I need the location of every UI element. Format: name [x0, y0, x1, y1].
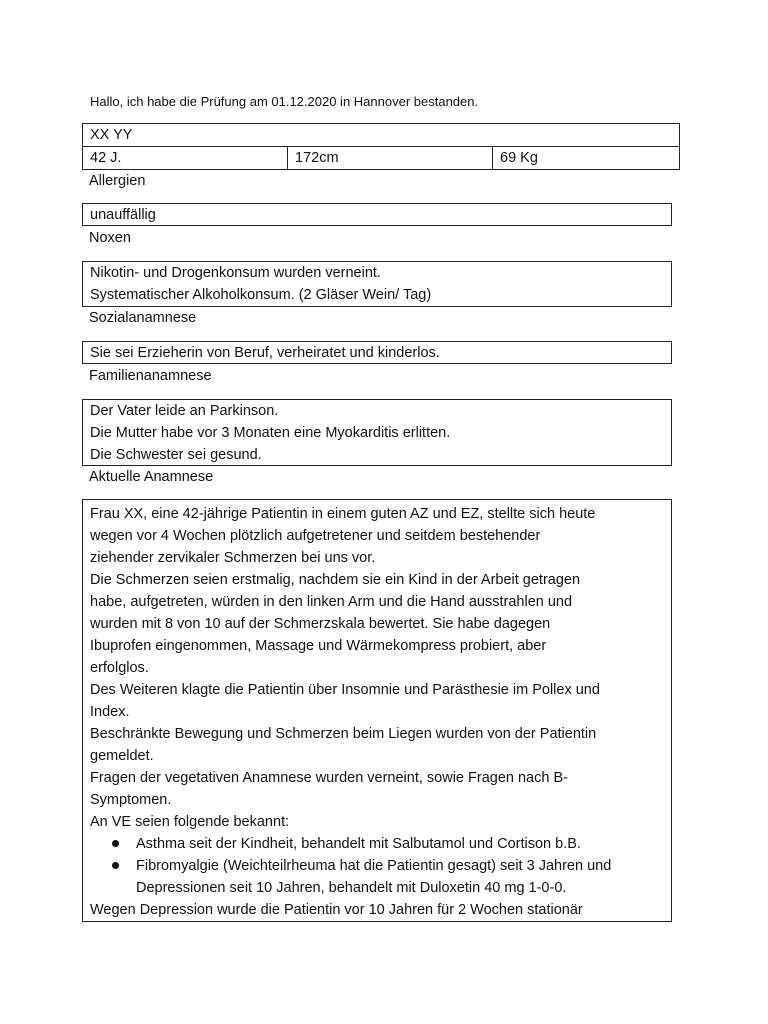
patient-data-row [83, 147, 680, 170]
patient-name: XX YY [83, 124, 680, 147]
anamnese-line: wurden mit 8 von 10 auf der Schmerzskala bewertet. Sie habe dagegen [90, 616, 551, 632]
anamnese-line: habe, aufgetreten, würden in den linken Arm und die Hand ausstrahlen und [90, 594, 573, 610]
aktuelle-anamnese-heading: Aktuelle Anamnese [89, 469, 214, 485]
familienanamnese-line: Der Vater leide an Parkinson. [90, 403, 279, 419]
vorerkrankungen-list [90, 833, 671, 899]
allergien-box [82, 203, 672, 226]
list-item [136, 855, 671, 899]
list-item [136, 833, 671, 855]
noxen-box [82, 261, 672, 307]
anamnese-line: Wegen Depression wurde die Patientin vor 10 Jahren für 2 Wochen stationär [90, 902, 583, 918]
intro-text: Hallo, ich habe die Prüfung am 01.12.2020 in Hannover bestanden. [90, 94, 479, 109]
bullet-dot-icon [112, 862, 119, 869]
patient-table [82, 123, 680, 170]
anamnese-line: ziehender zervikaler Schmerzen bei uns vor. [90, 550, 376, 566]
anamnese-line: Die Schmerzen seien erstmalig, nachdem sie ein Kind in der Arbeit getragen [90, 572, 581, 588]
anamnese-line: wegen vor 4 Wochen plötzlich aufgetretener und seitdem bestehender [90, 528, 541, 544]
noxen-heading: Noxen [89, 230, 131, 246]
anamnese-line: Symptomen. [90, 792, 172, 808]
anamnese-line: erfolglos. [90, 660, 149, 676]
anamnese-line: Des Weiteren klagte die Patientin über Insomnie und Parästhesie im Pollex und [90, 682, 600, 698]
familienanamnese-line: Die Schwester sei gesund. [90, 447, 262, 463]
noxen-line: Nikotin- und Drogenkonsum wurden verneint. [90, 265, 381, 281]
list-item-line: Depressionen seit 10 Jahren, behandelt mit Duloxetin 40 mg 1-0-0. [136, 880, 567, 896]
allergien-line: unauffällig [90, 207, 156, 223]
patient-height: 172cm [288, 147, 493, 170]
anamnese-line: An VE seien folgende bekannt: [90, 814, 290, 830]
sozialanamnese-box [82, 341, 672, 364]
sozialanamnese-line: Sie sei Erzieherin von Beruf, verheiratet und kinderlos. [90, 345, 440, 361]
patient-age: 42 J. [83, 147, 288, 170]
patient-weight: 69 Kg [493, 147, 680, 170]
familienanamnese-heading: Familienanamnese [89, 368, 212, 384]
allergien-heading: Allergien [89, 173, 146, 189]
list-item-line: Asthma seit der Kindheit, behandelt mit Salbutamol und Cortison b.B. [136, 836, 581, 852]
anamnese-line: Beschränkte Bewegung und Schmerzen beim Liegen wurden von der Patientin [90, 726, 597, 742]
familienanamnese-line: Die Mutter habe vor 3 Monaten eine Myokarditis erlitten. [90, 425, 451, 441]
anamnese-line: Index. [90, 704, 130, 720]
noxen-line: Systematischer Alkoholkonsum. (2 Gläser Wein/ Tag) [90, 287, 432, 303]
anamnese-line: Fragen der vegetativen Anamnese wurden verneint, sowie Fragen nach B- [90, 770, 568, 786]
patient-name-row [83, 124, 680, 147]
sozialanamnese-heading: Sozialanamnese [89, 310, 197, 326]
anamnese-line: gemeldet. [90, 748, 154, 764]
aktuelle-anamnese-box [82, 499, 672, 922]
familienanamnese-box [82, 399, 672, 466]
anamnese-line: Ibuprofen eingenommen, Massage und Wärmekompress probiert, aber [90, 638, 547, 654]
anamnese-line: Frau XX, eine 42-jährige Patientin in einem guten AZ und EZ, stellte sich heute [90, 506, 596, 522]
bullet-dot-icon [112, 840, 119, 847]
list-item-line: Fibromyalgie (Weichteilrheuma hat die Patientin gesagt) seit 3 Jahren und [136, 858, 612, 874]
